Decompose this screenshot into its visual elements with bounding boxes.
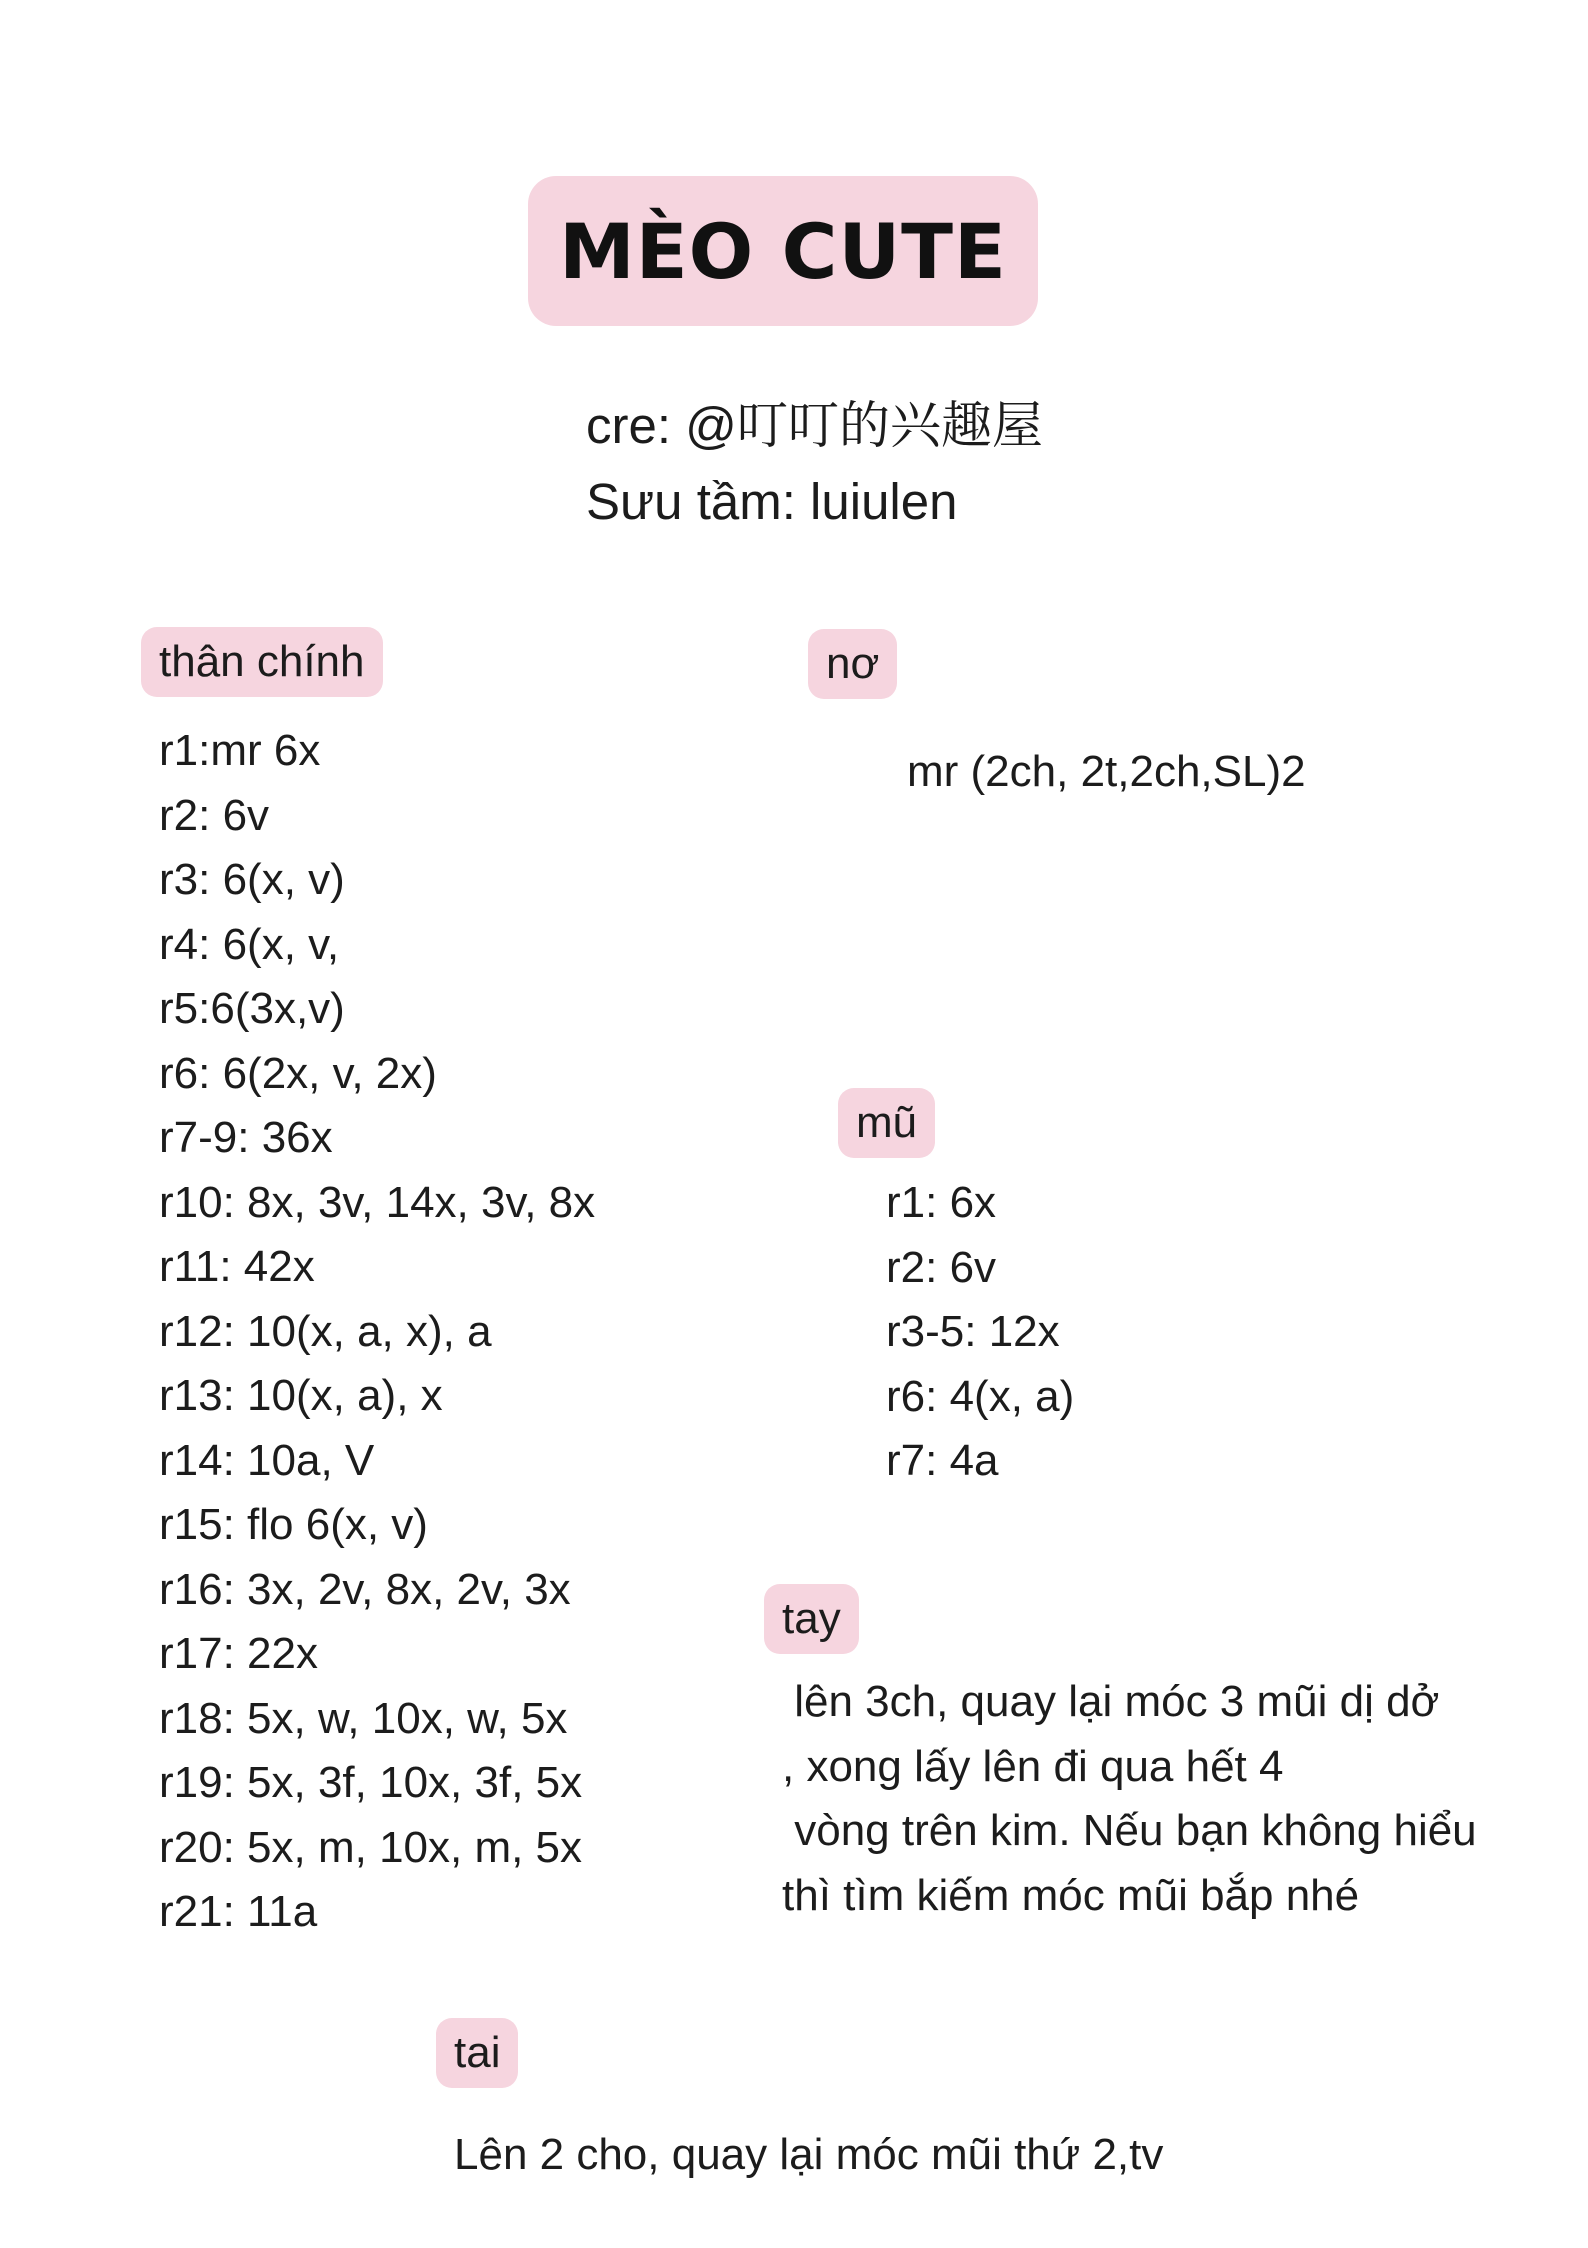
body-row: r15: flo 6(x, v) [159, 1500, 428, 1549]
section-label-body: thân chính [141, 627, 383, 697]
arm-line: thì tìm kiếm móc mũi bắp nhé [782, 1870, 1360, 1920]
body-row: r20: 5x, m, 10x, m, 5x [159, 1822, 583, 1872]
arm-instructions [782, 1670, 1477, 1928]
body-row: r16: 3x, 2v, 8x, 2v, 3x [159, 1564, 571, 1614]
section-label-hat: mũ [838, 1088, 935, 1158]
arm-line: vòng trên kim. Nếu bạn không hiểu [782, 1806, 1477, 1855]
body-row: r21: 11a [159, 1887, 318, 1936]
page-title: MÈO CUTE [559, 206, 1007, 296]
body-row: r4: 6(x, v, [159, 919, 340, 969]
hat-row: r7: 4a [886, 1436, 999, 1485]
section-label-bow: nơ [808, 629, 897, 699]
body-row: r13: 10(x, a), x [159, 1371, 443, 1420]
hat-row: r3-5: 12x [886, 1307, 1060, 1356]
body-rows [159, 719, 595, 1945]
body-row: r7-9: 36x [159, 1113, 333, 1162]
body-row: r2: 6v [159, 790, 270, 840]
body-row: r5:6(3x,v) [159, 984, 345, 1033]
credit-collector: Sưu tầm: luiulen [586, 473, 958, 530]
hat-row: r1: 6x [886, 1178, 997, 1227]
credit-source: cre: @叮叮的兴趣屋 [586, 397, 1043, 454]
arm-line: lên 3ch, quay lại móc 3 mũi dị dở [782, 1677, 1440, 1726]
hat-row: r2: 6v [886, 1242, 997, 1292]
body-row: r1:mr 6x [159, 726, 321, 775]
hat-row: r6: 4(x, a) [886, 1371, 1075, 1421]
body-row: r3: 6(x, v) [159, 855, 345, 904]
section-label-ear: tai [436, 2018, 518, 2088]
title-badge [528, 176, 1038, 326]
hat-rows [886, 1171, 1074, 1494]
body-row: r14: 10a, V [159, 1435, 375, 1485]
bow-instructions: mr (2ch, 2t,2ch,SL)2 [907, 747, 1306, 796]
body-row: r6: 6(2x, v, 2x) [159, 1048, 437, 1098]
ear-instructions: Lên 2 cho, quay lại móc mũi thứ 2,tv [454, 2130, 1164, 2179]
body-row: r19: 5x, 3f, 10x, 3f, 5x [159, 1758, 583, 1807]
body-row: r11: 42x [159, 1242, 315, 1291]
body-row: r18: 5x, w, 10x, w, 5x [159, 1693, 568, 1743]
section-label-arm: tay [764, 1584, 859, 1654]
body-row: r12: 10(x, a, x), a [159, 1306, 492, 1356]
arm-line: , xong lấy lên đi qua hết 4 [782, 1741, 1284, 1791]
body-row: r17: 22x [159, 1629, 318, 1678]
credits [586, 388, 1043, 540]
body-row: r10: 8x, 3v, 14x, 3v, 8x [159, 1177, 596, 1227]
